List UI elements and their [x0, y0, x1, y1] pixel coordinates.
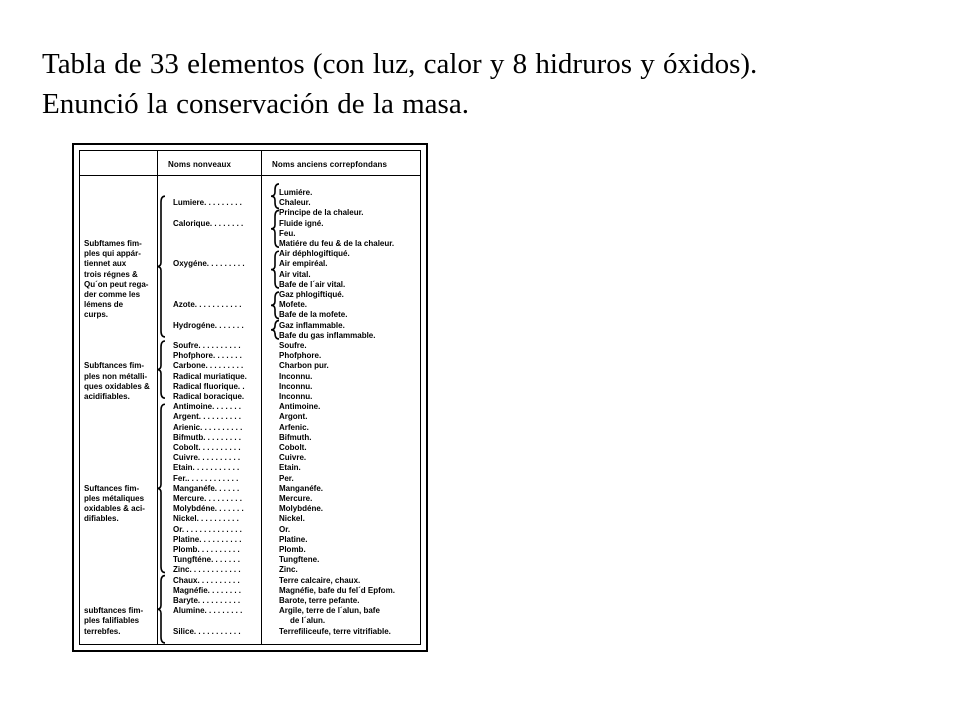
new-name: Argent. . . . . . . . . . [173, 412, 242, 422]
old-name: Air empiréal. [279, 259, 328, 269]
header-old-names: Noms anciens correpfondans [272, 160, 388, 169]
new-name: Magnéfie. . . . . . . . [173, 585, 242, 595]
new-name: Antimoine. . . . . . . [173, 402, 242, 412]
new-name: Radical fluorique. . [173, 381, 245, 391]
new-name: Azote. . . . . . . . . . . [173, 300, 242, 310]
new-name: Baryte. . . . . . . . . . [173, 596, 241, 605]
new-name: Arienic. . . . . . . . . . [173, 422, 243, 432]
old-name: Gaz inflammable. [279, 320, 345, 330]
old-name: Fluide igné. [279, 218, 324, 228]
old-name: Feu. [279, 228, 296, 238]
category-label: curps. [84, 310, 109, 320]
category-label: tiennet aux [84, 259, 127, 269]
old-name: Platine. [279, 534, 308, 544]
old-name: Bafe de l´air vital. [279, 279, 346, 289]
new-name: Chaux. . . . . . . . . . [173, 575, 240, 585]
category-label: ples qui appár- [84, 249, 141, 259]
old-name: Manganéfe. [279, 483, 324, 493]
old-name: Soufre. [279, 341, 307, 350]
caption-line-1: Tabla de 33 elementos (con luz, calor y 8 hidruros y óxidos). [42, 48, 758, 80]
category-label: ples non métalli- [84, 371, 148, 381]
new-name: Silice. . . . . . . . . . . [173, 626, 241, 636]
old-name: de l´alun. [290, 616, 326, 626]
category-label: trois régnes & [84, 269, 138, 279]
new-name: Radical muriatique. [173, 371, 247, 381]
old-name: Mercure. [279, 494, 313, 503]
brace-layer [80, 151, 424, 648]
new-name: Oxygéne. . . . . . . . . [173, 259, 245, 269]
old-name: Mofete. [279, 300, 307, 310]
new-name: Fer.. . . . . . . . . . . . [173, 473, 239, 483]
old-name: Bafe de la mofete. [279, 310, 348, 320]
new-name: Alumine. . . . . . . . . [173, 606, 243, 616]
old-name: Principe de la chaleur. [279, 208, 364, 218]
new-name: Plomb. . . . . . . . . . [173, 545, 240, 554]
new-name: Etain. . . . . . . . . . . [173, 463, 240, 473]
old-name: Molybdéne. [279, 504, 324, 514]
old-name: Cobolt. [279, 443, 307, 452]
old-name: Plomb. [279, 545, 306, 554]
category-label: oxidables & aci- [84, 504, 145, 514]
new-name: Carbone. . . . . . . . . [173, 361, 244, 371]
old-name: Antimoine. [279, 402, 321, 412]
old-name: Zinc. [279, 565, 298, 575]
new-name: Calorique. . . . . . . . [173, 218, 244, 228]
old-name: Magnéfie, bafe du fel´d Epfom. [279, 585, 396, 595]
new-name: Radical boracique. [173, 392, 245, 401]
old-name: Bifmuth. [279, 432, 312, 442]
old-name: Or. [279, 524, 291, 534]
old-name: Charbon pur. [279, 361, 329, 371]
new-name: Or. . . . . . . . . . . . . . [173, 524, 242, 534]
category-label: lémens de [84, 300, 124, 310]
old-name: Air déphlogiftiqué. [279, 249, 350, 259]
old-name: Per. [279, 473, 294, 483]
old-name: Inconnu. [279, 392, 313, 401]
new-name: Tungfténe. . . . . . . [173, 555, 240, 565]
new-name: Phofphore. . . . . . . [173, 351, 242, 361]
old-name: Inconnu. [279, 371, 313, 381]
old-name: Gaz phlogiftiqué. [279, 290, 344, 299]
old-name: Cuivre. [279, 453, 307, 463]
category-label: ples métaliques [84, 494, 145, 503]
brace-mark [271, 210, 279, 247]
category-label: der comme les [84, 290, 141, 299]
new-name: Hydrogéne. . . . . . . [173, 320, 244, 330]
elements-table-frame [72, 143, 428, 652]
category-label: ples falifiables [84, 616, 140, 626]
category-label: terrebfes. [84, 626, 121, 636]
old-name: Barote, terre pefante. [279, 596, 360, 605]
brace-mark [271, 292, 279, 319]
elements-table [79, 150, 421, 645]
header-new-names: Noms nonveaux [168, 160, 232, 169]
brace-mark [157, 404, 165, 572]
old-name: Inconnu. [279, 381, 313, 391]
old-name: Terrefiliceufe, terre vitrifiable. [279, 626, 391, 636]
brace-mark [271, 251, 279, 288]
new-name: Mercure. . . . . . . . . [173, 494, 242, 503]
new-name: Manganéfe. . . . . . [173, 483, 240, 493]
old-name: Tungftene. [279, 555, 320, 565]
old-name: Argile, terre de l´alun, bafe [279, 606, 380, 616]
caption-line-2: Enunció la conservación de la masa. [42, 88, 469, 120]
category-label: subftances fim- [84, 606, 144, 616]
category-label: Subftances fim- [84, 361, 145, 371]
new-name: Zinc. . . . . . . . . . . . [173, 565, 241, 575]
old-name: Etain. [279, 463, 301, 473]
new-name: Lumiere. . . . . . . . . [173, 198, 242, 208]
category-label: acidifiables. [84, 392, 130, 401]
brace-mark [271, 321, 279, 339]
new-name: Platine. . . . . . . . . . [173, 534, 242, 544]
brace-mark [271, 184, 279, 208]
old-name: Matiére du feu & de la chaleur. [279, 239, 395, 248]
new-name: Cobolt. . . . . . . . . . [173, 443, 241, 452]
new-name: Nickel. . . . . . . . . . [173, 514, 239, 524]
brace-mark [157, 196, 165, 337]
new-name: Cuivre. . . . . . . . . . [173, 453, 241, 463]
old-name: Terre calcaire, chaux. [279, 575, 361, 585]
brace-mark [157, 341, 165, 398]
category-label: Subftames fim- [84, 239, 142, 248]
brace-mark [157, 576, 165, 643]
old-name: Nickel. [279, 514, 305, 524]
category-label: Suftances fim- [84, 483, 140, 493]
old-name: Lumiére. [279, 188, 313, 197]
old-name: Air vital. [279, 269, 311, 279]
caption [42, 44, 942, 124]
old-name: Argont. [279, 412, 308, 422]
old-name: Arfenic. [279, 422, 309, 432]
category-label: Qu´on peut rega- [84, 279, 149, 289]
category-label: ques oxidables & [84, 381, 150, 391]
new-name: Bifmutb. . . . . . . . . [173, 432, 241, 442]
new-name: Molybdéne. . . . . . . [173, 504, 244, 514]
new-name: Soufre. . . . . . . . . . [173, 341, 241, 350]
old-name: Phofphore. [279, 351, 322, 361]
old-name: Bafe du gas inflammable. [279, 330, 376, 340]
category-label: difiables. [84, 514, 119, 524]
old-name: Chaleur. [279, 198, 311, 208]
